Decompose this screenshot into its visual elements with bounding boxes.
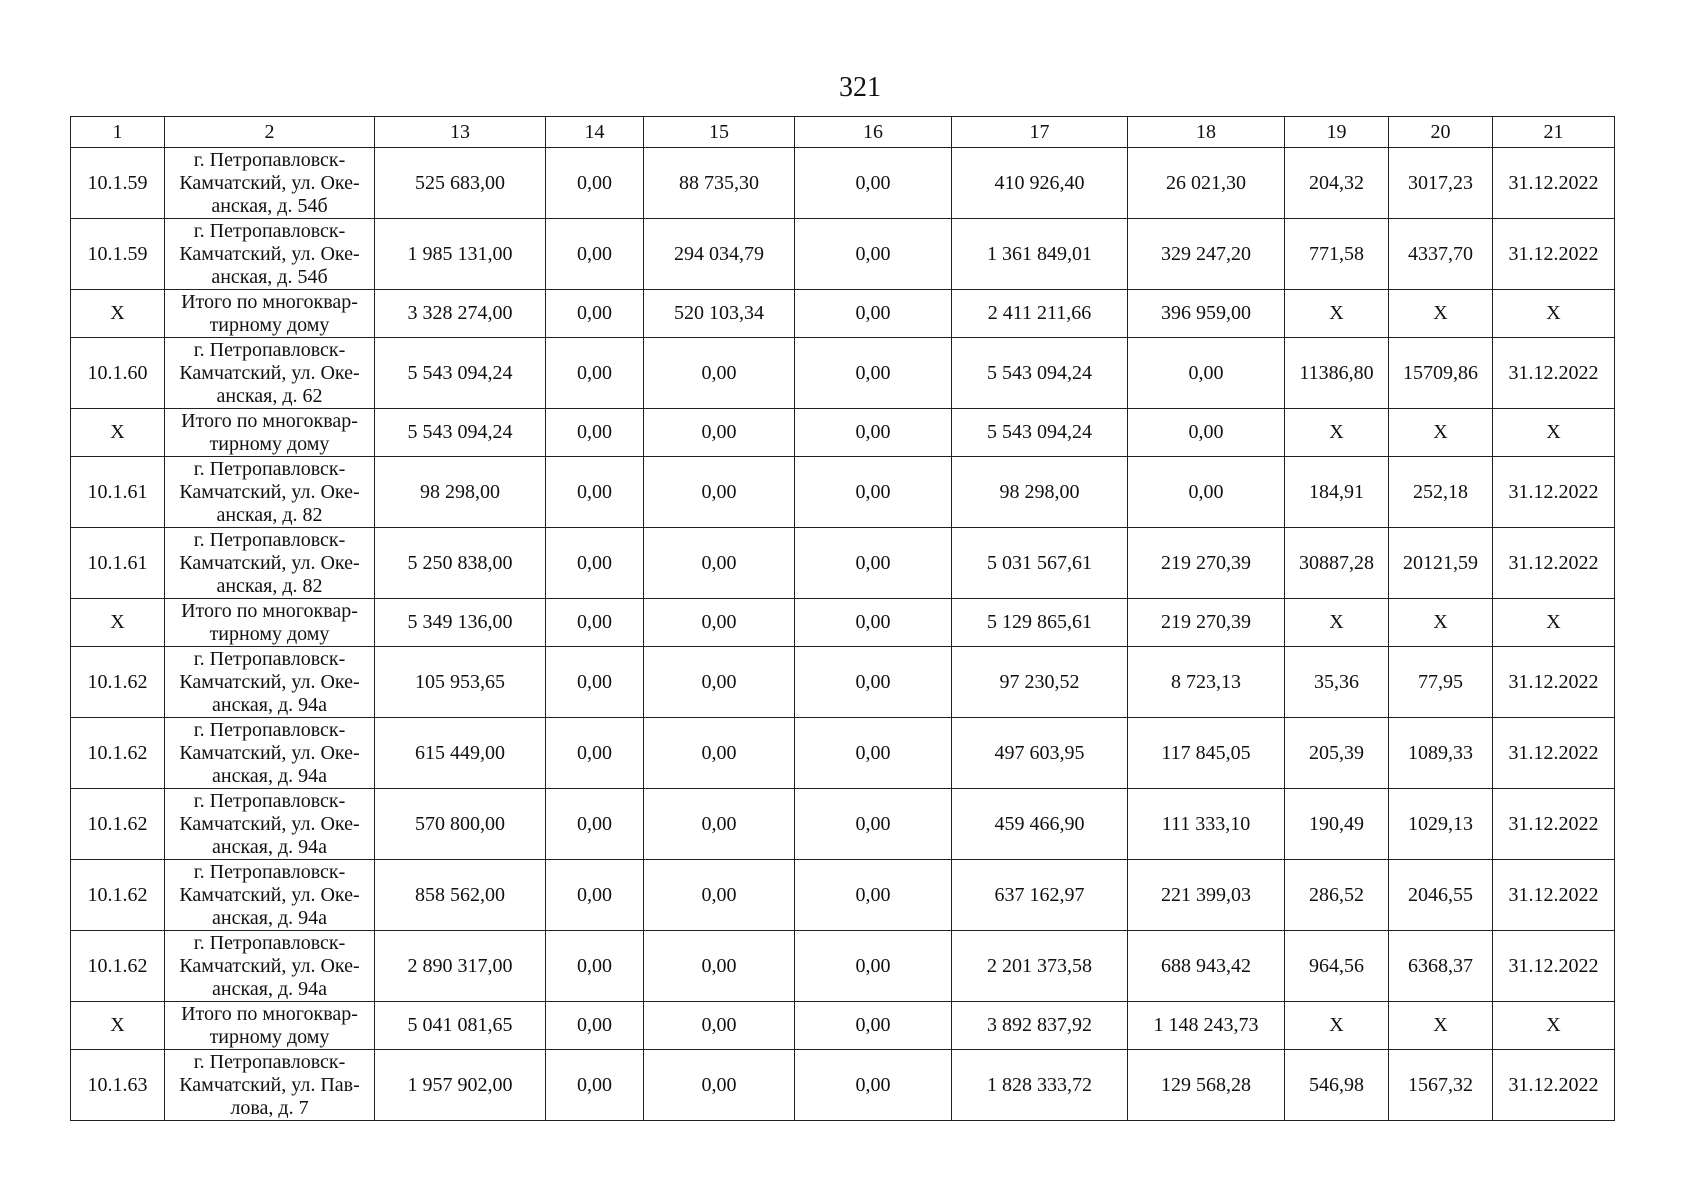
table-cell: 688 943,42 xyxy=(1128,931,1285,1002)
table-cell: 0,00 xyxy=(795,219,952,290)
address-line: анская, д. 94а xyxy=(212,977,327,1000)
column-header: 17 xyxy=(952,117,1128,148)
table-cell: 410 926,40 xyxy=(952,148,1128,219)
table-cell: X xyxy=(1389,409,1493,457)
table-cell: 31.12.2022 xyxy=(1493,528,1615,599)
table-cell: 31.12.2022 xyxy=(1493,718,1615,789)
table-row xyxy=(71,718,1615,789)
table-row xyxy=(71,148,1615,219)
table-cell: 0,00 xyxy=(795,409,952,457)
table-cell: 0,00 xyxy=(795,718,952,789)
table-cell: 5 543 094,24 xyxy=(375,409,546,457)
table-cell: 1567,32 xyxy=(1389,1050,1493,1121)
table-row xyxy=(71,647,1615,718)
table-cell: 31.12.2022 xyxy=(1493,1050,1615,1121)
table-cell: 0,00 xyxy=(546,599,644,647)
table-cell: 286,52 xyxy=(1285,860,1389,931)
page-number: 321 xyxy=(839,72,881,103)
column-header: 20 xyxy=(1389,117,1493,148)
table-cell: 5 250 838,00 xyxy=(375,528,546,599)
table-cell: 35,36 xyxy=(1285,647,1389,718)
table-cell: 184,91 xyxy=(1285,457,1389,528)
table-cell: 0,00 xyxy=(644,599,795,647)
table-cell: 5 041 081,65 xyxy=(375,1002,546,1050)
table-cell: 97 230,52 xyxy=(952,647,1128,718)
row-number-cell: 10.1.61 xyxy=(71,457,165,528)
table-cell: 129 568,28 xyxy=(1128,1050,1285,1121)
address-line: г. Петропавловск- xyxy=(193,148,346,171)
table-cell: 520 103,34 xyxy=(644,290,795,338)
address-line: анская, д. 94а xyxy=(212,835,327,858)
table-cell: 0,00 xyxy=(546,1050,644,1121)
table-cell: 221 399,03 xyxy=(1128,860,1285,931)
table-cell: X xyxy=(1389,599,1493,647)
address-cell xyxy=(165,718,375,789)
table-cell: 190,49 xyxy=(1285,789,1389,860)
table-cell: 5 543 094,24 xyxy=(952,409,1128,457)
table-cell: 15709,86 xyxy=(1389,338,1493,409)
table-row xyxy=(71,931,1615,1002)
table-cell: 396 959,00 xyxy=(1128,290,1285,338)
table-cell: 31.12.2022 xyxy=(1493,457,1615,528)
table-cell: X xyxy=(1389,290,1493,338)
address-line: г. Петропавловск- xyxy=(193,219,346,242)
table-cell: 0,00 xyxy=(644,1050,795,1121)
table-cell: 771,58 xyxy=(1285,219,1389,290)
address-line: Камчатский, ул. Оке- xyxy=(179,883,360,906)
column-header: 16 xyxy=(795,117,952,148)
table-cell: 0,00 xyxy=(546,718,644,789)
table-row xyxy=(71,1002,1615,1050)
table-cell: 0,00 xyxy=(644,528,795,599)
address-line: Камчатский, ул. Пав- xyxy=(179,1073,360,1096)
table-cell: 0,00 xyxy=(546,860,644,931)
table-cell: 8 723,13 xyxy=(1128,647,1285,718)
address-cell xyxy=(165,338,375,409)
table-cell: 0,00 xyxy=(546,647,644,718)
table-cell: 0,00 xyxy=(546,338,644,409)
table-cell: 31.12.2022 xyxy=(1493,338,1615,409)
address-cell xyxy=(165,409,375,457)
table-cell: 0,00 xyxy=(546,457,644,528)
address-line: г. Петропавловск- xyxy=(193,860,346,883)
table-cell: X xyxy=(1285,599,1389,647)
table-cell: 546,98 xyxy=(1285,1050,1389,1121)
table-cell: 5 031 567,61 xyxy=(952,528,1128,599)
row-number-cell: 10.1.62 xyxy=(71,931,165,1002)
table-cell: 0,00 xyxy=(795,647,952,718)
table-cell: 0,00 xyxy=(546,528,644,599)
column-header: 15 xyxy=(644,117,795,148)
address-line: г. Петропавловск- xyxy=(193,338,346,361)
table-cell: 0,00 xyxy=(546,219,644,290)
table-cell: 1089,33 xyxy=(1389,718,1493,789)
table-row xyxy=(71,409,1615,457)
table-cell: 31.12.2022 xyxy=(1493,860,1615,931)
table-header-row xyxy=(71,117,1615,148)
address-line: Итого по многоквар- xyxy=(181,409,358,432)
table-cell: 219 270,39 xyxy=(1128,528,1285,599)
address-cell xyxy=(165,148,375,219)
address-line: Камчатский, ул. Оке- xyxy=(179,480,360,503)
row-number-cell: 10.1.62 xyxy=(71,647,165,718)
column-header: 13 xyxy=(375,117,546,148)
table-cell: 117 845,05 xyxy=(1128,718,1285,789)
table-body xyxy=(71,148,1615,1121)
table-cell: 0,00 xyxy=(795,1050,952,1121)
address-line: тирному дому xyxy=(209,1025,330,1048)
address-line: г. Петропавловск- xyxy=(193,457,346,480)
table-cell: 0,00 xyxy=(644,718,795,789)
table-cell: 0,00 xyxy=(795,599,952,647)
address-line: г. Петропавловск- xyxy=(193,1050,346,1073)
table-cell: 20121,59 xyxy=(1389,528,1493,599)
address-cell xyxy=(165,457,375,528)
address-line: Камчатский, ул. Оке- xyxy=(179,670,360,693)
table-cell: 2046,55 xyxy=(1389,860,1493,931)
table-cell: 0,00 xyxy=(795,338,952,409)
table-cell: 0,00 xyxy=(644,647,795,718)
row-number-cell: 10.1.60 xyxy=(71,338,165,409)
address-line: анская, д. 54б xyxy=(211,194,328,217)
address-line: тирному дому xyxy=(209,432,330,455)
table-cell: 5 129 865,61 xyxy=(952,599,1128,647)
row-number-cell: 10.1.62 xyxy=(71,718,165,789)
address-line: Камчатский, ул. Оке- xyxy=(179,551,360,574)
table-cell: 0,00 xyxy=(795,528,952,599)
address-cell xyxy=(165,219,375,290)
table-cell: 1 957 902,00 xyxy=(375,1050,546,1121)
address-line: Камчатский, ул. Оке- xyxy=(179,812,360,835)
table-cell: X xyxy=(1493,409,1615,457)
table-cell: 0,00 xyxy=(795,457,952,528)
table-cell: 2 411 211,66 xyxy=(952,290,1128,338)
address-cell xyxy=(165,599,375,647)
column-header: 14 xyxy=(546,117,644,148)
address-line: Итого по многоквар- xyxy=(181,599,358,622)
table-row xyxy=(71,290,1615,338)
table-cell: 0,00 xyxy=(644,457,795,528)
address-cell xyxy=(165,528,375,599)
table-cell: 1 148 243,73 xyxy=(1128,1002,1285,1050)
table-cell: 5 349 136,00 xyxy=(375,599,546,647)
table-cell: 4337,70 xyxy=(1389,219,1493,290)
table-cell: 26 021,30 xyxy=(1128,148,1285,219)
table-cell: 5 543 094,24 xyxy=(375,338,546,409)
address-line: анская, д. 94а xyxy=(212,693,327,716)
column-header: 19 xyxy=(1285,117,1389,148)
table-cell: X xyxy=(1493,290,1615,338)
table-cell: 0,00 xyxy=(795,931,952,1002)
table-cell: 98 298,00 xyxy=(375,457,546,528)
table-row xyxy=(71,599,1615,647)
address-line: Камчатский, ул. Оке- xyxy=(179,242,360,265)
column-header: 1 xyxy=(71,117,165,148)
table-row xyxy=(71,338,1615,409)
table-cell: 1 361 849,01 xyxy=(952,219,1128,290)
row-number-cell: X xyxy=(71,409,165,457)
address-line: анская, д. 94а xyxy=(212,906,327,929)
address-line: Камчатский, ул. Оке- xyxy=(179,954,360,977)
table-cell: 858 562,00 xyxy=(375,860,546,931)
table-cell: 0,00 xyxy=(644,789,795,860)
row-number-cell: X xyxy=(71,1002,165,1050)
column-header: 18 xyxy=(1128,117,1285,148)
table-cell: X xyxy=(1285,1002,1389,1050)
row-number-cell: 10.1.62 xyxy=(71,860,165,931)
address-line: г. Петропавловск- xyxy=(193,718,346,741)
address-line: тирному дому xyxy=(209,622,330,645)
table-cell: 219 270,39 xyxy=(1128,599,1285,647)
table-cell: 11386,80 xyxy=(1285,338,1389,409)
address-cell xyxy=(165,931,375,1002)
table-cell: 0,00 xyxy=(546,409,644,457)
row-number-cell: X xyxy=(71,290,165,338)
table-cell: 1 828 333,72 xyxy=(952,1050,1128,1121)
table-cell: 0,00 xyxy=(644,1002,795,1050)
data-table xyxy=(70,116,1615,1121)
address-cell xyxy=(165,1002,375,1050)
row-number-cell: 10.1.63 xyxy=(71,1050,165,1121)
address-line: Камчатский, ул. Оке- xyxy=(179,741,360,764)
row-number-cell: 10.1.59 xyxy=(71,148,165,219)
address-line: тирному дому xyxy=(209,313,330,336)
address-line: Камчатский, ул. Оке- xyxy=(179,171,360,194)
address-line: анская, д. 54б xyxy=(211,265,328,288)
table-cell: 0,00 xyxy=(644,409,795,457)
table-cell: 0,00 xyxy=(795,1002,952,1050)
table-cell: X xyxy=(1389,1002,1493,1050)
table-cell: 0,00 xyxy=(795,860,952,931)
table-cell: 0,00 xyxy=(795,148,952,219)
table-row xyxy=(71,457,1615,528)
table-cell: 637 162,97 xyxy=(952,860,1128,931)
table-cell: 0,00 xyxy=(644,931,795,1002)
address-line: г. Петропавловск- xyxy=(193,528,346,551)
table-cell: X xyxy=(1493,599,1615,647)
address-line: г. Петропавловск- xyxy=(193,789,346,812)
address-line: лова, д. 7 xyxy=(230,1096,309,1119)
table-cell: 31.12.2022 xyxy=(1493,789,1615,860)
table-cell: 294 034,79 xyxy=(644,219,795,290)
table-cell: 105 953,65 xyxy=(375,647,546,718)
row-number-cell: 10.1.62 xyxy=(71,789,165,860)
column-header: 21 xyxy=(1493,117,1615,148)
table-row xyxy=(71,789,1615,860)
address-line: Итого по многоквар- xyxy=(181,1002,358,1025)
column-header: 2 xyxy=(165,117,375,148)
table-cell: 30887,28 xyxy=(1285,528,1389,599)
table-cell: 31.12.2022 xyxy=(1493,647,1615,718)
table-cell: 525 683,00 xyxy=(375,148,546,219)
table-cell: X xyxy=(1285,409,1389,457)
table-cell: X xyxy=(1493,1002,1615,1050)
address-cell xyxy=(165,1050,375,1121)
table-cell: 98 298,00 xyxy=(952,457,1128,528)
table-row xyxy=(71,1050,1615,1121)
row-number-cell: 10.1.61 xyxy=(71,528,165,599)
table-cell: 615 449,00 xyxy=(375,718,546,789)
address-cell xyxy=(165,860,375,931)
table-cell: 0,00 xyxy=(644,338,795,409)
address-cell xyxy=(165,647,375,718)
address-line: анская, д. 62 xyxy=(216,384,323,407)
table-cell: X xyxy=(1285,290,1389,338)
table-cell: 31.12.2022 xyxy=(1493,219,1615,290)
table-cell: 0,00 xyxy=(1128,338,1285,409)
address-line: г. Петропавловск- xyxy=(193,931,346,954)
table-cell: 0,00 xyxy=(795,290,952,338)
address-line: Итого по многоквар- xyxy=(181,290,358,313)
address-line: г. Петропавловск- xyxy=(193,647,346,670)
table-cell: 0,00 xyxy=(644,860,795,931)
table-cell: 31.12.2022 xyxy=(1493,931,1615,1002)
table-cell: 2 890 317,00 xyxy=(375,931,546,1002)
table-cell: 2 201 373,58 xyxy=(952,931,1128,1002)
address-cell xyxy=(165,290,375,338)
table-cell: 0,00 xyxy=(795,789,952,860)
table-cell: 0,00 xyxy=(1128,409,1285,457)
table-cell: 31.12.2022 xyxy=(1493,148,1615,219)
table-cell: 0,00 xyxy=(546,290,644,338)
table-cell: 0,00 xyxy=(546,931,644,1002)
table-cell: 0,00 xyxy=(1128,457,1285,528)
table-cell: 570 800,00 xyxy=(375,789,546,860)
table-cell: 497 603,95 xyxy=(952,718,1128,789)
table-row xyxy=(71,528,1615,599)
address-line: анская, д. 82 xyxy=(216,574,323,597)
table-cell: 3017,23 xyxy=(1389,148,1493,219)
table-cell: 1 985 131,00 xyxy=(375,219,546,290)
table-cell: 329 247,20 xyxy=(1128,219,1285,290)
table-cell: 3 892 837,92 xyxy=(952,1002,1128,1050)
row-number-cell: X xyxy=(71,599,165,647)
table-cell: 0,00 xyxy=(546,789,644,860)
table-cell: 252,18 xyxy=(1389,457,1493,528)
table-cell: 0,00 xyxy=(546,148,644,219)
table-cell: 205,39 xyxy=(1285,718,1389,789)
table-cell: 5 543 094,24 xyxy=(952,338,1128,409)
address-cell xyxy=(165,789,375,860)
table-cell: 88 735,30 xyxy=(644,148,795,219)
table-cell: 6368,37 xyxy=(1389,931,1493,1002)
table-cell: 459 466,90 xyxy=(952,789,1128,860)
table-cell: 77,95 xyxy=(1389,647,1493,718)
table-cell: 111 333,10 xyxy=(1128,789,1285,860)
address-line: Камчатский, ул. Оке- xyxy=(179,361,360,384)
address-line: анская, д. 94а xyxy=(212,764,327,787)
table-cell: 964,56 xyxy=(1285,931,1389,1002)
row-number-cell: 10.1.59 xyxy=(71,219,165,290)
address-line: анская, д. 82 xyxy=(216,503,323,526)
table-cell: 3 328 274,00 xyxy=(375,290,546,338)
table-cell: 204,32 xyxy=(1285,148,1389,219)
table-row xyxy=(71,860,1615,931)
table-row xyxy=(71,219,1615,290)
table-cell: 0,00 xyxy=(546,1002,644,1050)
table-cell: 1029,13 xyxy=(1389,789,1493,860)
